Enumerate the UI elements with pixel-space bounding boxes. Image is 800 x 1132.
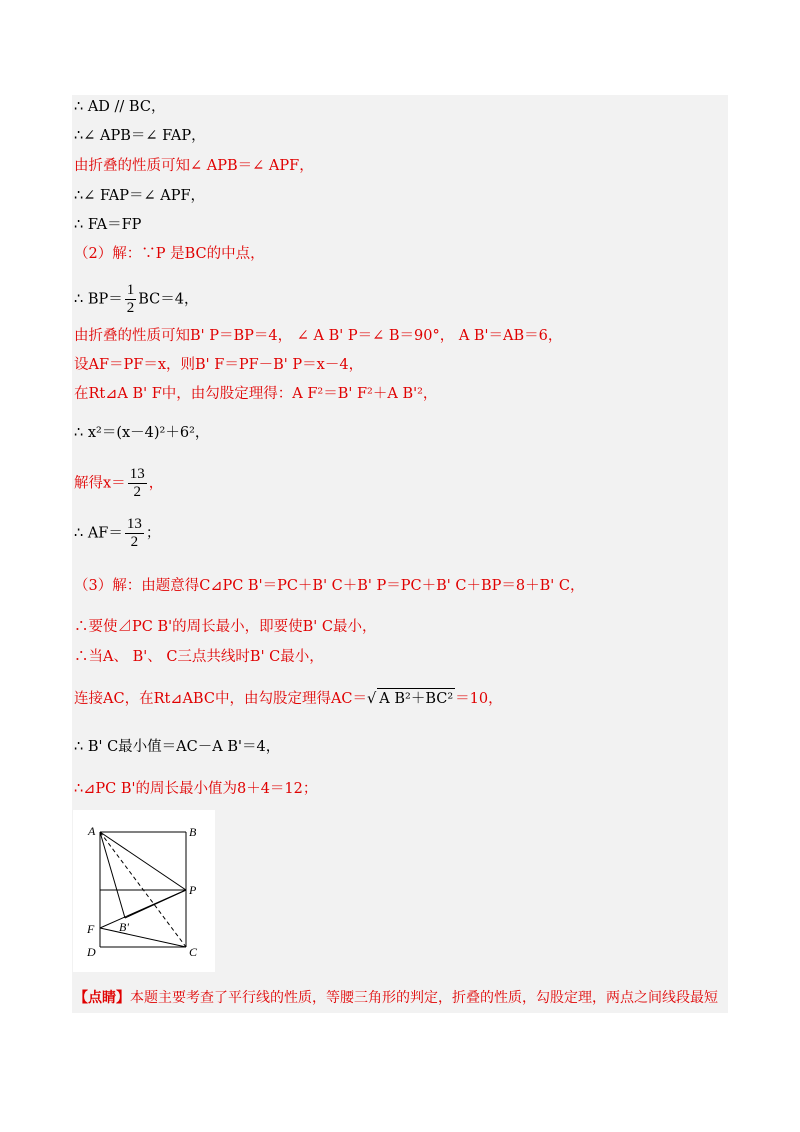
line-solve-x [74, 466, 163, 501]
line-ad-parallel-bc: ∴ AD // BC， [74, 99, 166, 115]
line-folding-b-prime: 由折叠的性质可知B' P＝BP＝4， ∠ A B' P＝∠ B＝90°， A B'＝AB＝6， [74, 328, 563, 344]
solve-suffix: ， [148, 475, 164, 492]
fraction-num: 13 [129, 466, 145, 482]
note-text: 本题主要考查了平行线的性质，等腰三角形的判定，折叠的性质，勾股定理，两点之间线段最短 [130, 990, 718, 1006]
label-b-prime: B' [119, 920, 129, 934]
fraction-half [125, 282, 137, 317]
figure-svg [73, 810, 215, 972]
ac-suffix: ＝10， [455, 691, 503, 707]
line-fa-fp: ∴ FA＝FP [74, 217, 142, 233]
line-part3-perimeter: （3）解：由题意得C⊿PC B'＝PC＋B' C＋B' P＝PC＋B' C＋BP＝8＋B' C， [74, 578, 585, 594]
label-b: B [189, 825, 197, 839]
label-c: C [189, 945, 198, 959]
line-min-perimeter: ∴⊿PC B'的周长最小值为8＋4＝12； [74, 781, 318, 797]
bp-prefix: ∴ BP＝ [74, 291, 123, 308]
fraction-den: 2 [133, 484, 141, 500]
fraction-den: 2 [130, 534, 139, 550]
line-bp-half-bc [74, 282, 199, 317]
bp-suffix: BC＝4， [138, 291, 199, 308]
line-pythagoras-abf: 在Rt⊿A B' F中，由勾股定理得：A F²＝B' F²＋A B'²， [74, 386, 438, 402]
note-tag: 【点睛】 [74, 990, 130, 1006]
fraction-af [125, 516, 144, 551]
fraction-den: 2 [126, 300, 135, 316]
line-folding-property: 由折叠的性质可知∠ APB＝∠ APF， [74, 158, 314, 174]
fraction-num: 13 [126, 516, 142, 532]
segment-ab-prime [100, 832, 125, 918]
line-angle-fap-apf: ∴∠ FAP＝∠ APF， [74, 188, 206, 204]
solve-prefix: 解得x＝ [74, 475, 126, 492]
label-a: A [88, 824, 96, 838]
line-equation: ∴ x²＝(x－4)²＋6²， [74, 425, 210, 441]
line-part2-heading: （2）解：∵P 是BC的中点， [74, 246, 265, 262]
segment-fc [100, 928, 186, 947]
line-af-value [74, 516, 160, 551]
sqrt-sign: √ [367, 691, 377, 707]
line-ac-length [74, 688, 503, 709]
label-d: D [87, 945, 96, 959]
label-p: P [189, 883, 197, 897]
segment-b-prime-p [125, 890, 186, 918]
key-point-note [74, 988, 718, 1008]
fraction-x [128, 466, 147, 501]
line-collinear: ∴当A、 B'、 C三点共线时B' C最小， [74, 649, 324, 665]
af-suffix: ； [145, 525, 161, 542]
line-let-af: 设AF＝PF＝x，则B' F＝PF－B' P＝x－4， [74, 357, 364, 373]
label-f: F [87, 922, 95, 936]
ac-prefix: 连接AC，在Rt⊿ABC中，由勾股定理得AC＝ [74, 691, 368, 707]
af-prefix: ∴ AF＝ [74, 525, 123, 542]
sqrt-content: A B²＋BC² [377, 688, 455, 709]
segment-ap [100, 832, 186, 890]
line-angle-apb-fap: ∴∠ APB＝∠ FAP， [74, 128, 206, 144]
line-minimize: ∴要使⊿PC B'的周长最小，即要使B' C最小， [74, 619, 377, 635]
fraction-num: 1 [126, 282, 135, 298]
geometry-figure [73, 810, 215, 972]
line-bc-min: ∴ B' C最小值＝AC－A B'＝4， [74, 739, 281, 755]
